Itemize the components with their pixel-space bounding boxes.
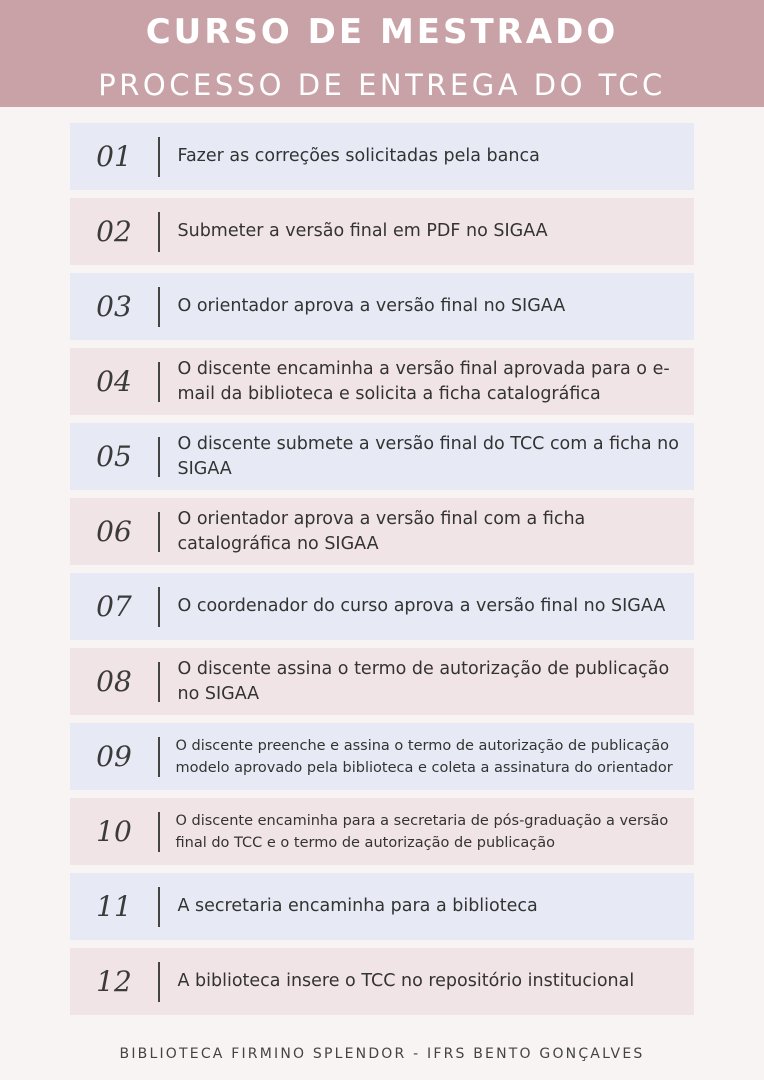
step-01	[70, 123, 694, 190]
step-number: 06	[96, 515, 132, 548]
step-number: 07	[96, 590, 132, 623]
step-11	[70, 873, 694, 940]
step-12	[70, 948, 694, 1015]
step-text: O discente encaminha a versão final aprovada para o e-mail da biblioteca e solicita a ficha catalográfica	[177, 358, 670, 404]
header-banner	[0, 0, 764, 107]
step-05	[70, 423, 694, 490]
step-text: O discente preenche e assina o termo de autorização de publicação modelo aprovado pela biblioteca e coleta a assinatura do orientador	[175, 737, 673, 776]
step-number: 09	[96, 740, 132, 773]
step-text: Fazer as correções solicitadas pela banca	[177, 146, 540, 166]
step-text: Submeter a versão final em PDF no SIGAA	[177, 221, 548, 241]
step-07	[70, 573, 694, 640]
page-title: CURSO DE MESTRADO	[145, 12, 619, 52]
step-text: O discente submete a versão final do TCC com a ficha no SIGAA	[177, 433, 679, 479]
page-subtitle: PROCESSO DE ENTREGA DO TCC	[98, 68, 666, 102]
step-text: A secretaria encaminha para a biblioteca	[177, 896, 538, 916]
step-04	[70, 348, 694, 415]
step-09	[70, 723, 694, 790]
step-text: O discente assina o termo de autorização de publicação no SIGAA	[177, 658, 670, 704]
step-text: O orientador aprova a versão final no SIGAA	[177, 296, 566, 316]
steps-list	[70, 123, 694, 1023]
step-number: 11	[96, 890, 132, 923]
step-number: 02	[96, 215, 132, 248]
footer-credit: BIBLIOTECA FIRMINO SPLENDOR - IFRS BENTO GONÇALVES	[119, 1046, 645, 1062]
step-08	[70, 648, 694, 715]
step-text: A biblioteca insere o TCC no repositório institucional	[177, 971, 635, 991]
step-text: O discente encaminha para a secretaria de pós-graduação a versão final do TCC e o termo de autorização de publicação	[175, 812, 669, 851]
step-number: 05	[96, 440, 132, 473]
step-number: 01	[96, 140, 132, 173]
step-10	[70, 798, 694, 865]
step-number: 04	[96, 365, 132, 398]
step-03	[70, 273, 694, 340]
step-number: 03	[96, 290, 132, 323]
step-06	[70, 498, 694, 565]
step-number: 12	[96, 965, 132, 998]
step-text: O orientador aprova a versão final com a ficha catalográfica no SIGAA	[177, 508, 586, 554]
step-number: 10	[96, 815, 132, 848]
step-02	[70, 198, 694, 265]
step-number: 08	[96, 665, 132, 698]
step-text: O coordenador do curso aprova a versão final no SIGAA	[177, 596, 666, 616]
